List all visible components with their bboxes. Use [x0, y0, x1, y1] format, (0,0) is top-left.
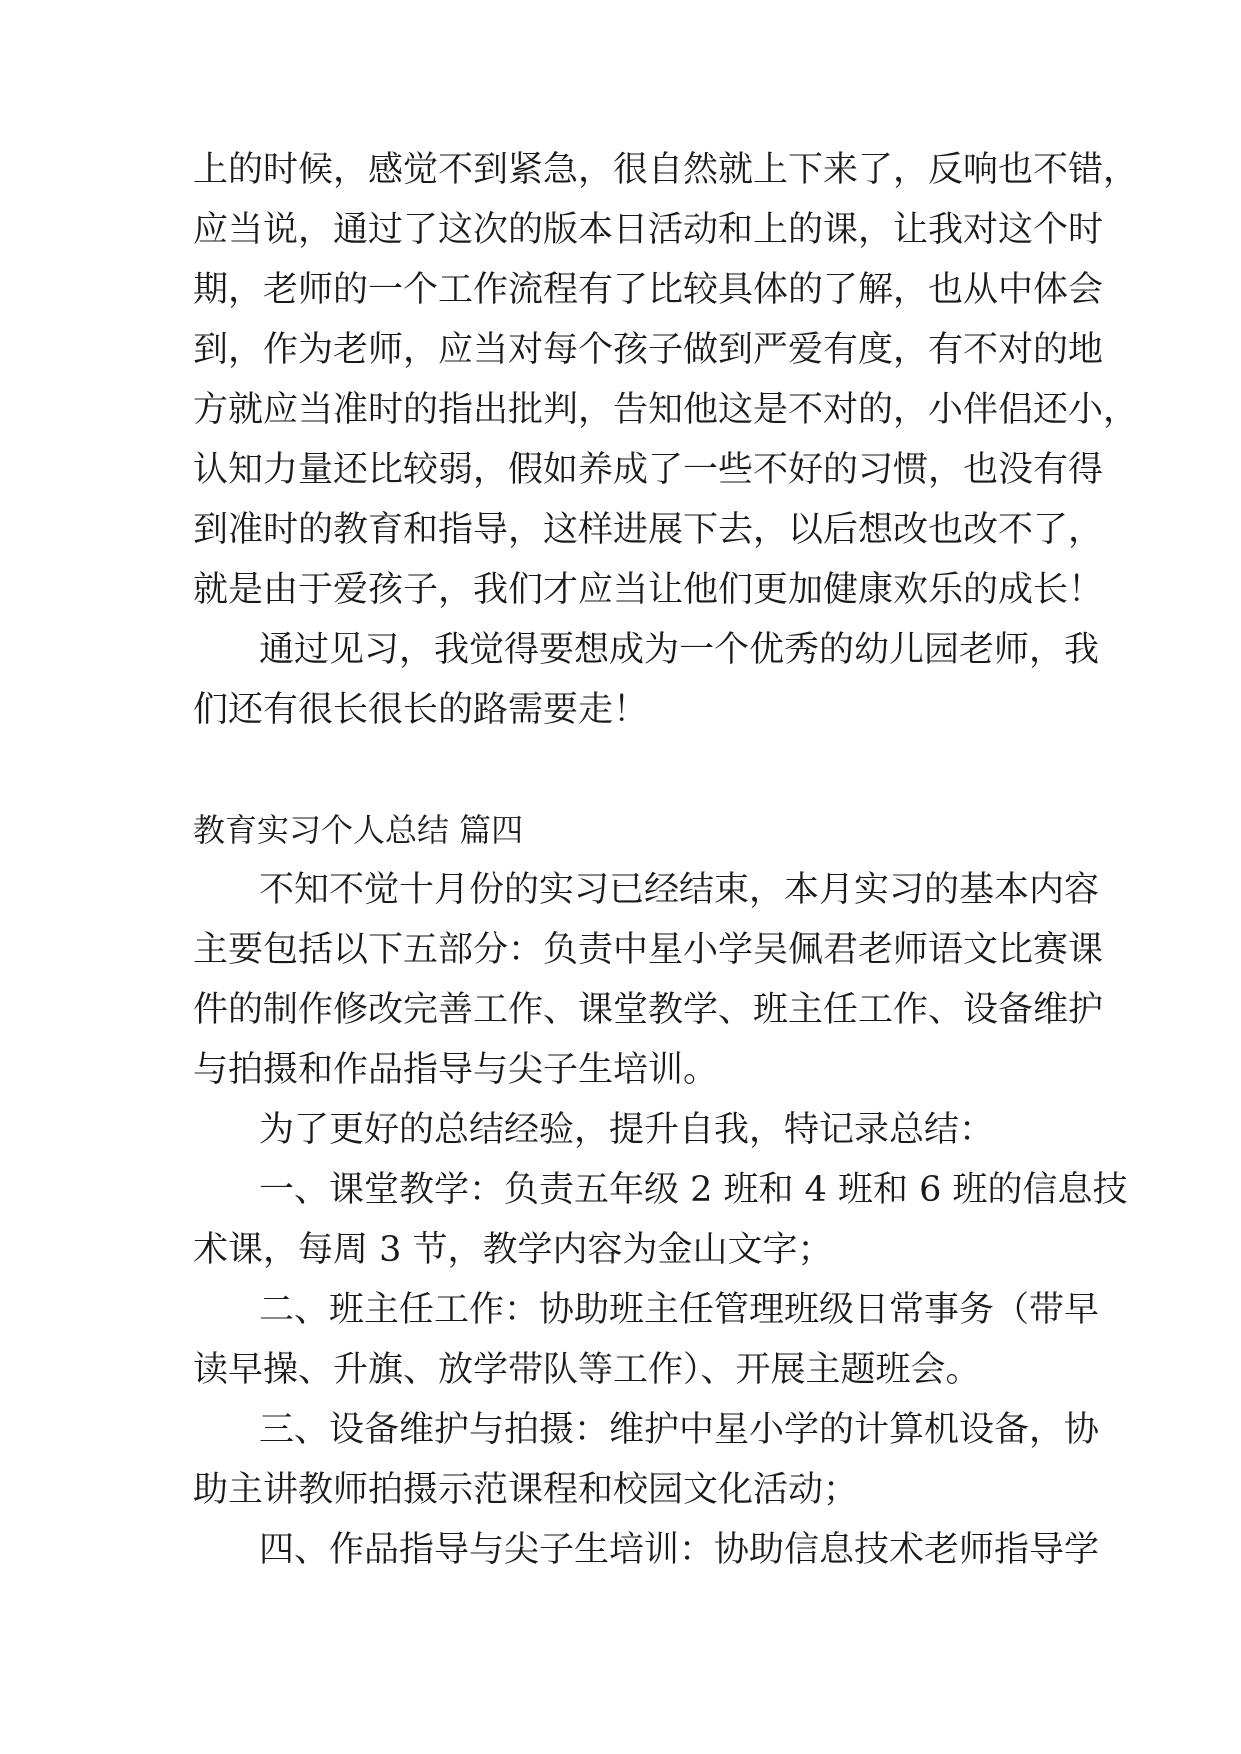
list-item-line: 四、作品指导与尖子生培训：协助信息技术老师指导学 — [259, 1530, 1100, 1570]
paragraph-line: 件的制作修改完善工作、课堂教学、班主任工作、设备维护 — [193, 990, 1104, 1030]
paragraph-line: 与拍摄和作品指导与尖子生培训。 — [193, 1050, 719, 1090]
list-item-line: 术课，每周 3 节，教学内容为金山文字； — [193, 1230, 833, 1270]
list-item-line: 助主讲教师拍摄示范课程和校园文化活动； — [193, 1470, 859, 1510]
paragraph-line: 期，老师的一个工作流程有了比较具体的了解，也从中体会 — [193, 270, 1104, 310]
list-item-line: 一、课堂教学：负责五年级 2 班和 4 班和 6 班的信息技 — [259, 1170, 1128, 1210]
paragraph-line: 就是由于爱孩子，我们才应当让他们更加健康欢乐的成长！ — [193, 570, 1104, 610]
paragraph-line: 到，作为老师，应当对每个孩子做到严爱有度，有不对的地 — [193, 330, 1104, 370]
paragraph-line: 为了更好的总结经验，提升自我，特记录总结： — [259, 1110, 995, 1150]
paragraph-line: 上的时候，感觉不到紧急，很自然就上下来了，反响也不错， — [193, 150, 1139, 190]
paragraph-line: 方就应当准时的指出批判，告知他这是不对的，小伴侣还小， — [193, 390, 1139, 430]
paragraph-line: 们还有很长很长的路需要走！ — [193, 690, 649, 730]
list-item-line: 读早操、升旗、放学带队等工作）、开展主题班会。 — [193, 1350, 981, 1390]
paragraph-line: 到准时的教育和指导，这样进展下去，以后想改也改不了， — [193, 510, 1104, 550]
paragraph-line: 通过见习，我觉得要想成为一个优秀的幼儿园老师，我 — [259, 630, 1100, 670]
paragraph-line: 不知不觉十月份的实习已经结束，本月实习的基本内容 — [259, 870, 1100, 910]
paragraph-line: 认知力量还比较弱，假如养成了一些不好的习惯，也没有得 — [193, 450, 1104, 490]
list-item-line: 二、班主任工作：协助班主任管理班级日常事务（带早 — [259, 1290, 1100, 1330]
section-heading: 教育实习个人总结 篇四 — [193, 811, 524, 849]
list-item-line: 三、设备维护与拍摄：维护中星小学的计算机设备，协 — [259, 1410, 1100, 1450]
paragraph-line: 主要包括以下五部分：负责中星小学吴佩君老师语文比赛课 — [193, 930, 1104, 970]
paragraph-line: 应当说，通过了这次的版本日活动和上的课，让我对这个时 — [193, 210, 1104, 250]
